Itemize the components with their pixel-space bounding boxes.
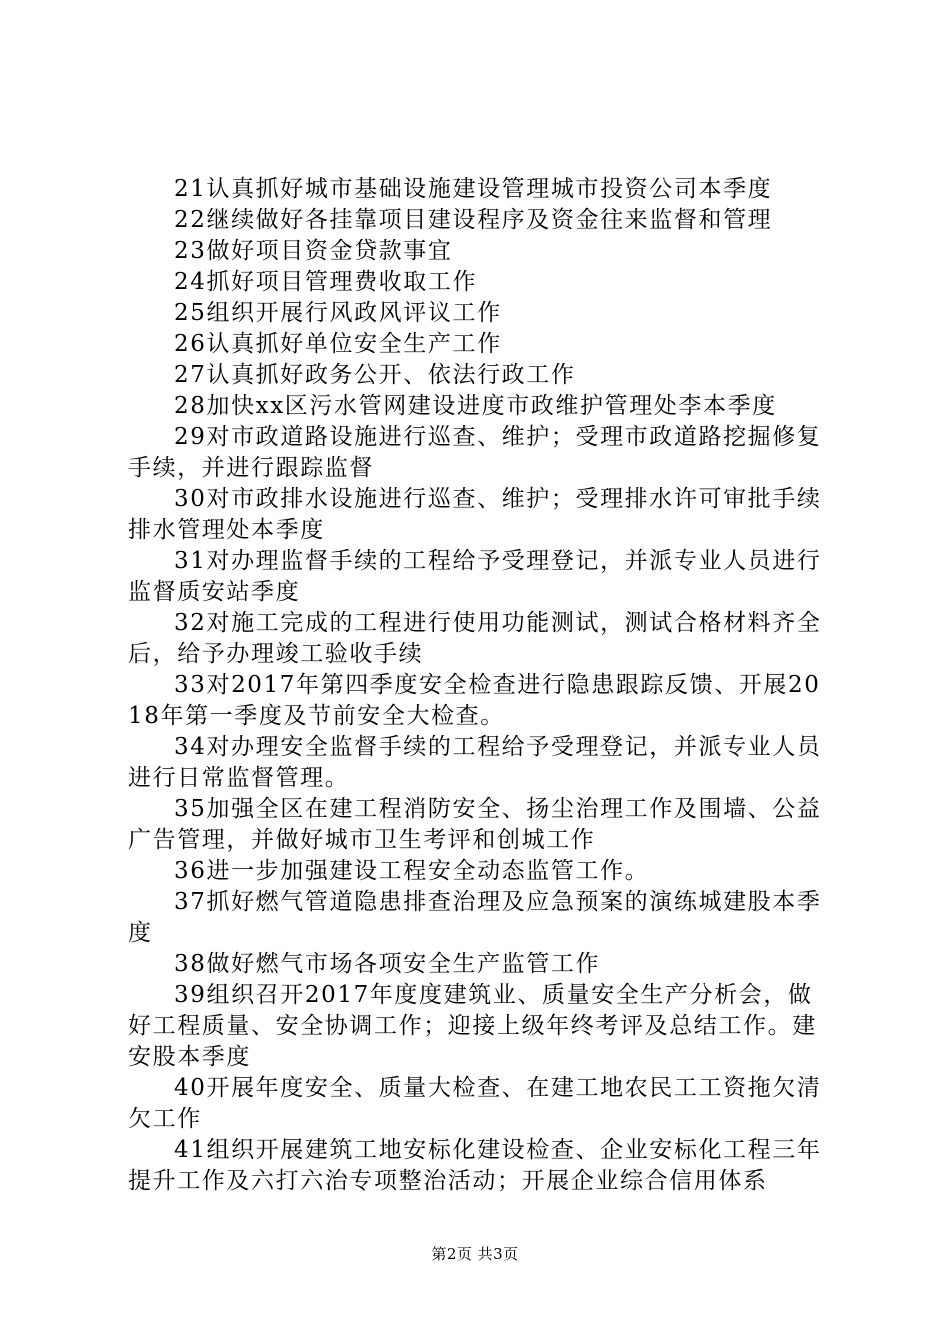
paragraph-29: 29对市政道路设施进行巡查、维护；受理市政道路挖掘修复手续，并进行跟踪监督 [128, 424, 822, 481]
document-body [128, 174, 836, 1197]
paragraph-27: 27认真抓好政务公开、依法行政工作 [174, 362, 576, 388]
paragraph-35: 35加强全区在建工程消防安全、扬尘治理工作及围墙、公益广告管理，并做好城市卫生考评和创城工作 [128, 796, 822, 853]
paragraph-41: 41组织开展建筑工地安标化建设检查、企业安标化工程三年提升工作及六打六治专项整治活动；开展企业综合信用体系 [128, 1137, 822, 1194]
paragraph-34: 34对办理安全监督手续的工程给予受理登记，并派专业人员进行日常监督管理。 [128, 734, 822, 791]
paragraph-39: 39组织召开2017年度度建筑业、质量安全生产分析会，做好工程质量、安全协调工作；迎接上级年终考评及总结工作。建安股本季度 [128, 982, 817, 1070]
paragraph-25: 25组织开展行风政风评议工作 [174, 300, 502, 326]
paragraph-37: 37抓好燃气管道隐患排查治理及应急预案的演练城建股本季度 [128, 889, 822, 946]
paragraph-30: 30对市政排水设施进行巡查、维护；受理排水许可审批手续排水管理处本季度 [128, 486, 822, 543]
paragraph-22: 22继续做好各挂靠项目建设程序及资金往来监督和管理 [174, 207, 773, 233]
page-number-label: 第2页 共3页 [431, 1245, 519, 1263]
paragraph-23: 23做好项目资金贷款事宜 [174, 238, 453, 264]
paragraph-32: 32对施工完成的工程进行使用功能测试，测试合格材料齐全后，给予办理竣工验收手续 [128, 610, 822, 667]
page-footer [0, 1244, 950, 1264]
paragraph-31: 31对办理监督手续的工程给予受理登记，并派专业人员进行监督质安站季度 [128, 548, 822, 605]
paragraph-33: 33对2017年第四季度安全检查进行隐患跟踪反馈、开展2018年第一季度及节前安全大检查。 [128, 672, 821, 729]
paragraph-40: 40开展年度安全、质量大检查、在建工地农民工工资拖欠清欠工作 [128, 1075, 822, 1132]
paragraph-36: 36进一步加强建设工程安全动态监管工作。 [174, 858, 650, 884]
paragraph-38: 38做好燃气市场各项安全生产监管工作 [174, 951, 601, 977]
paragraph-26: 26认真抓好单位安全生产工作 [174, 331, 502, 357]
paragraph-21: 21认真抓好城市基础设施建设管理城市投资公司本季度 [174, 176, 773, 202]
paragraph-28: 28加快xx区污水管网建设进度市政维护管理处李本季度 [174, 393, 777, 419]
paragraph-24: 24抓好项目管理费收取工作 [174, 269, 478, 295]
